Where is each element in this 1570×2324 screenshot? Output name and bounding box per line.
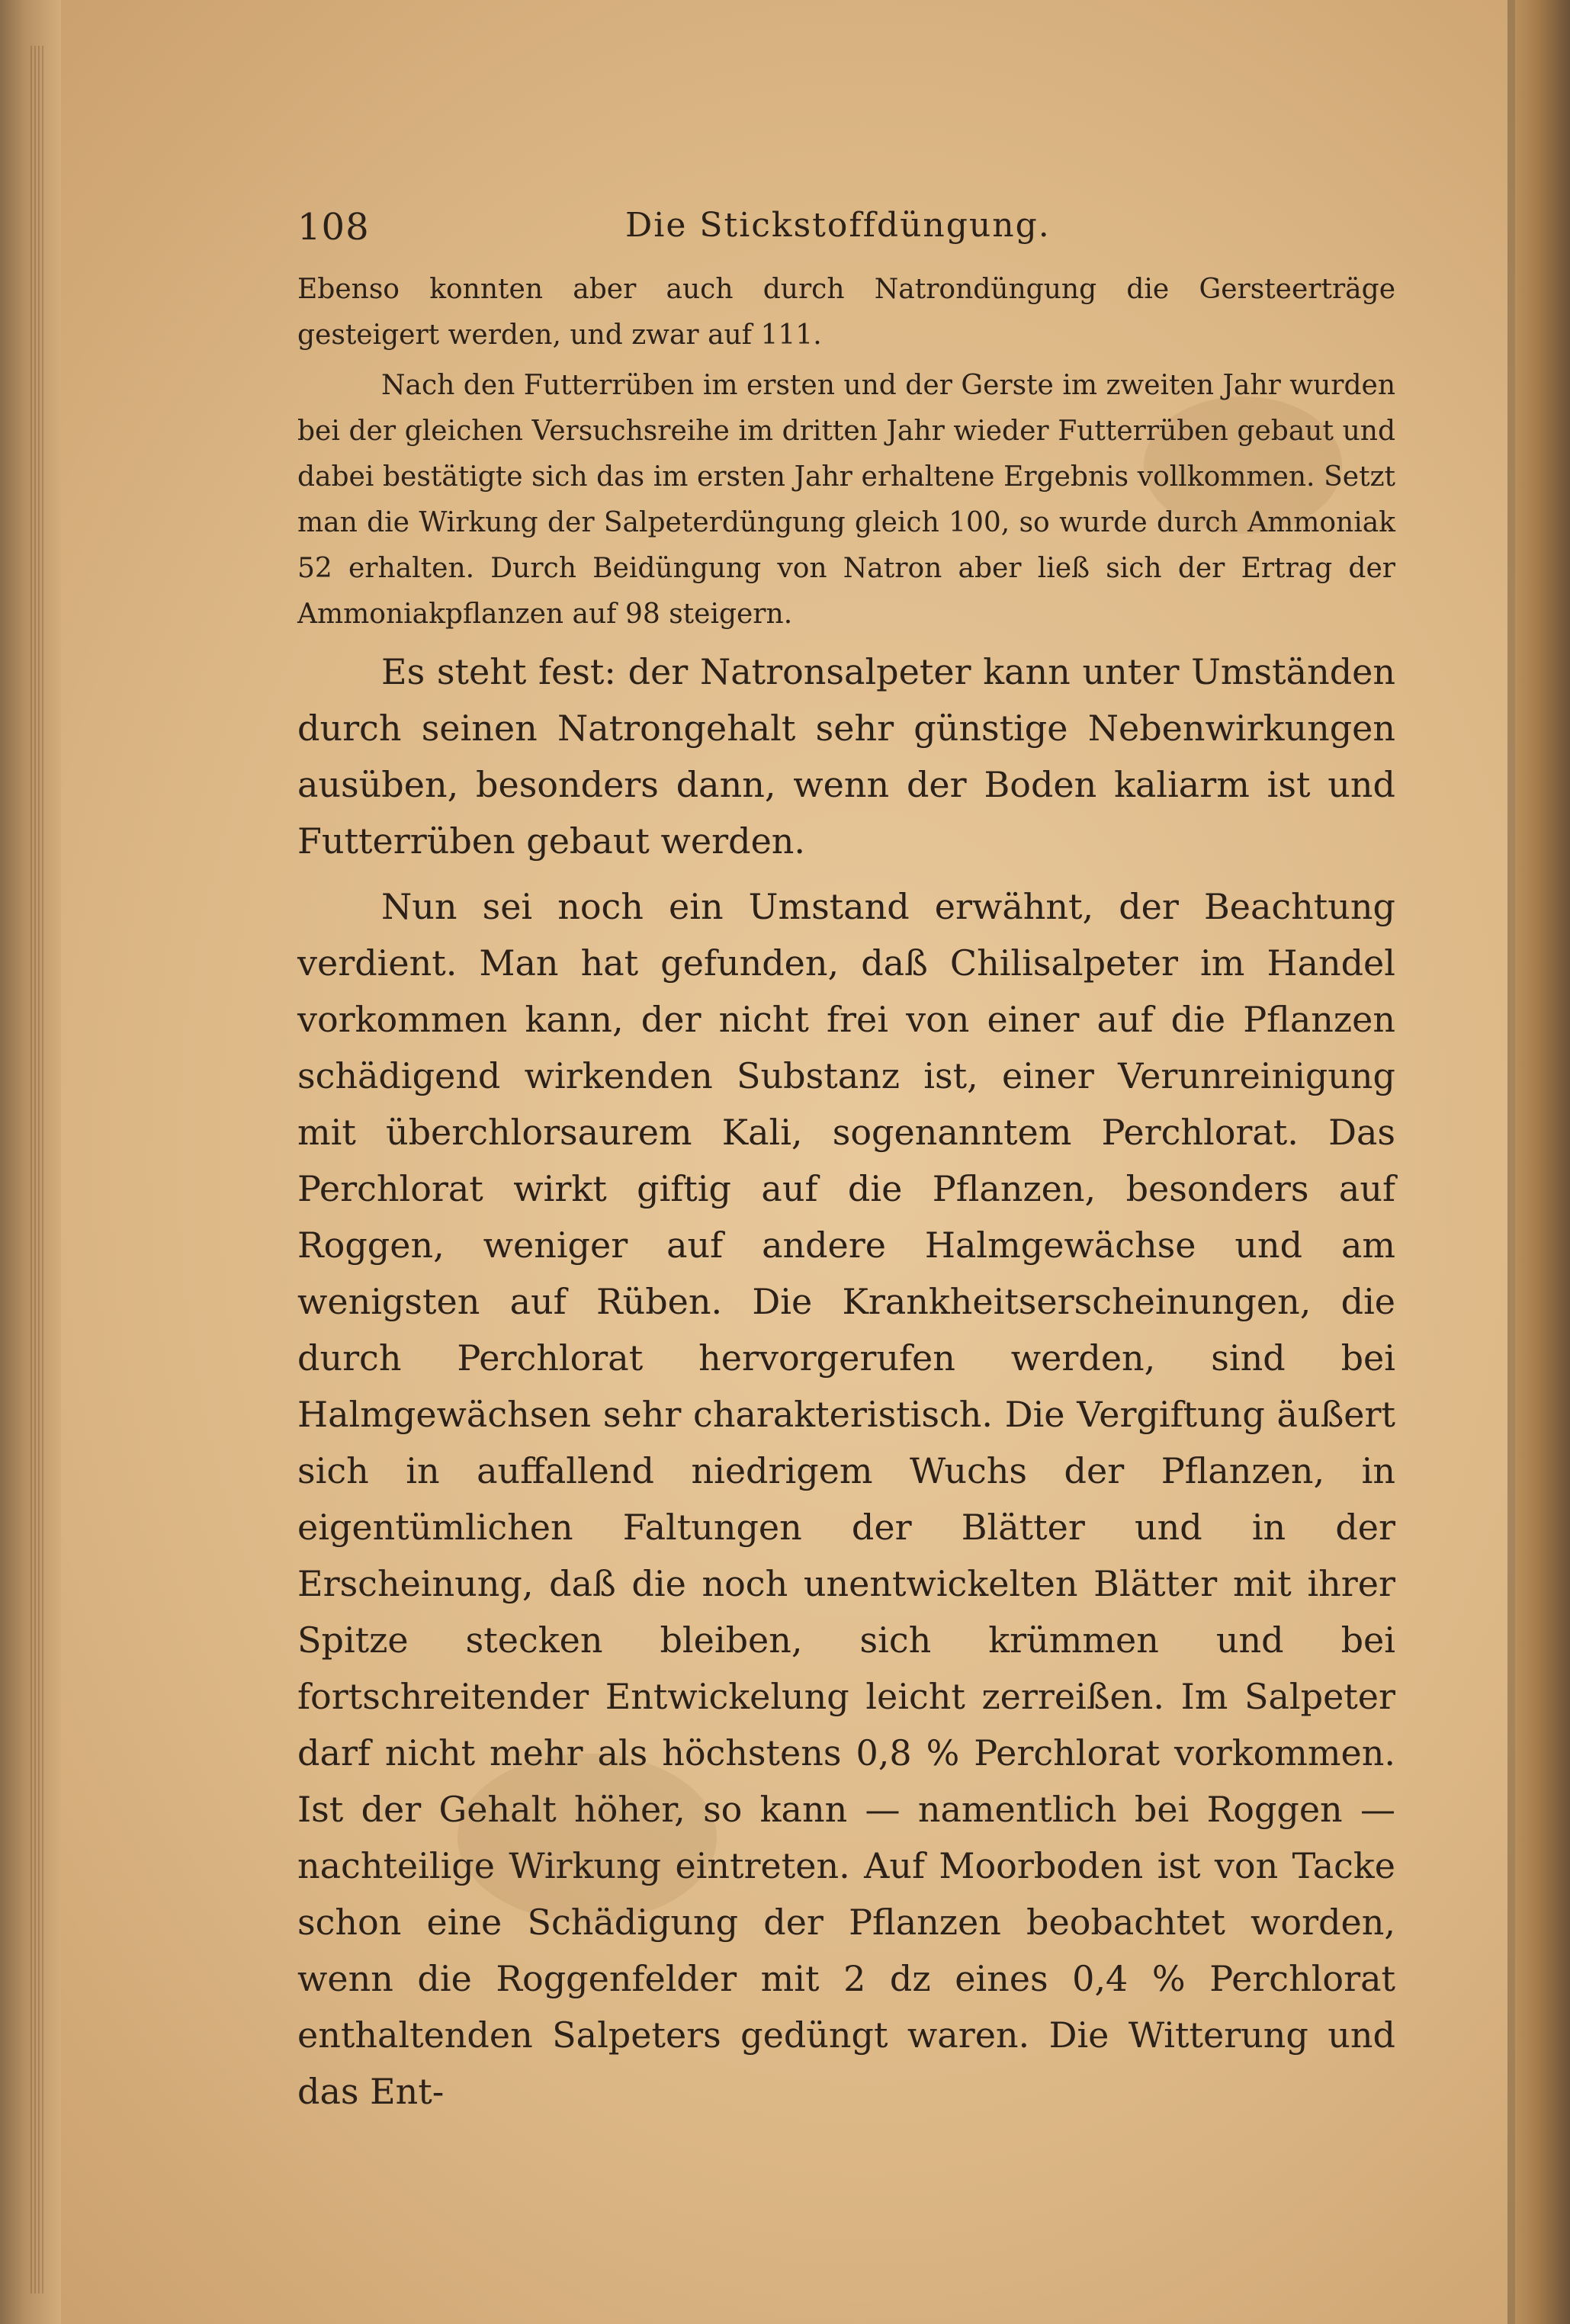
paragraph: Es steht fest: der Natronsalpeter kann unter Umständen durch seinen Natrongehalt sehr günstige Nebenwirkungen ausüben, besonders dann, wenn der Boden kaliarm ist und Futterrüben gebaut werden. [297, 651, 1395, 862]
facing-page-edge [1515, 0, 1570, 2324]
text-block [297, 191, 1395, 2120]
paragraph: Ebenso konnten aber auch durch Natrondüngung die Gersteerträge gesteigert werden, und zwar auf 111. [297, 274, 1395, 351]
paragraph: Nach den Futterrüben im ersten und der Gerste im zweiten Jahr wurden bei der gleichen Versuchsreihe im dritten Jahr wieder Futterrüben gebaut und dabei bestätigte sich das im ersten Jahr erhaltene Ergebnis vollkommen. Setzt man die Wirkung der Salpeterdüngung gleich 100, so wurde durch Ammoniak 52 erhalten. Durch Beidüngung von Natron aber ließ sich der Ertrag der Ammoniakpflanzen auf 98 steigern. [297, 370, 1395, 630]
page-stack-edge [31, 46, 44, 2294]
page-header [297, 191, 1395, 259]
right-page-fold [1507, 0, 1515, 2324]
running-head: Die Stickstoffdüngung. [625, 206, 1051, 245]
page-number: 108 [297, 206, 370, 249]
paragraph: Nun sei noch ein Umstand erwähnt, der Beachtung verdient. Man hat gefunden, daß Chilisalpeter im Handel vorkommen kann, der nicht frei von einer auf die Pflanzen schädigend wirkenden Substanz ist, einer Verunreinigung mit überchlorsaurem Kali, sogenanntem Perchlorat. Das Perchlorat wirkt giftig auf die Pflanzen, besonders auf Roggen, weniger auf andere Halmgewächse und am wenigsten auf Rüben. Die Krankheitserscheinungen, die durch Perchlorat hervorgerufen werden, sind bei Halmgewächsen sehr charakteristisch. Die Vergiftung äußert sich in auffallend niedrigem Wuchs der Pflanzen, in eigentümlichen Faltungen der Blätter und in der Erscheinung, daß die noch unentwickelten Blätter mit ihrer Spitze stecken bleiben, sich krümmen und bei fortschreitender Entwickelung leicht zerreißen. Im Salpeter darf nicht mehr als höchstens 0,8 % Perchlorat vorkommen. Ist der Gehalt höher, so kann — namentlich bei Roggen — nachteilige Wirkung eintreten. Auf Moorboden ist von Tacke schon eine Schädigung der Pflanzen beobachtet worden, wenn die Roggenfelder mit 2 dz eines 0,4 % Perchlorat enthaltenden Salpeters gedüngt waren. Die Witterung und das Ent- [297, 886, 1395, 2112]
